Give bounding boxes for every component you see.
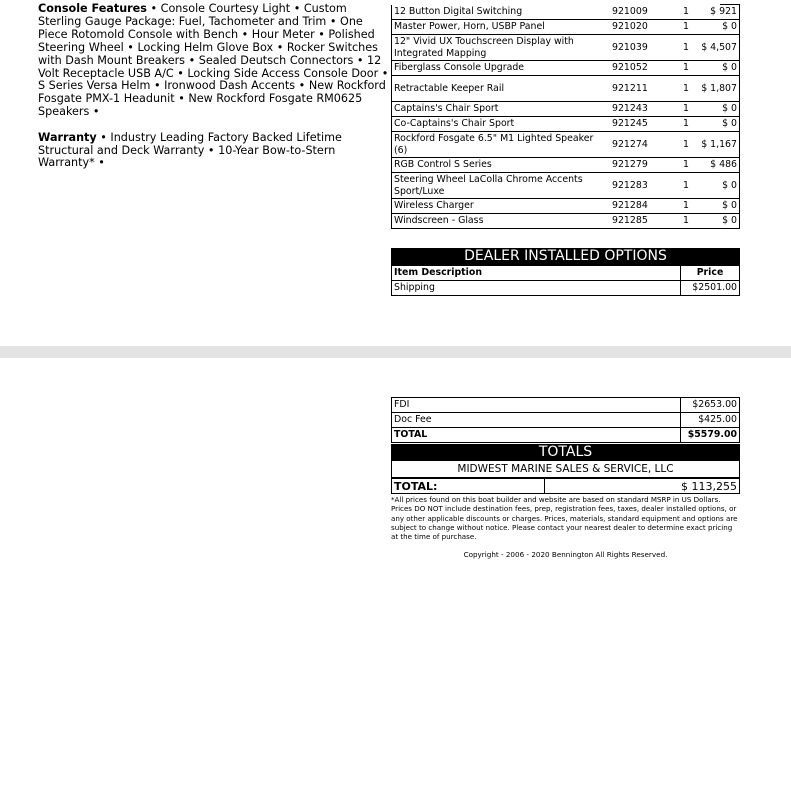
dealer-options-header-row bbox=[392, 266, 740, 281]
fdi-price: $2653.00 bbox=[681, 398, 740, 413]
option-code: 921245 bbox=[610, 117, 674, 132]
option-description: Windscreen - Glass bbox=[392, 214, 611, 229]
option-price: $ 486 bbox=[698, 158, 740, 173]
option-description: Fiberglass Console Upgrade bbox=[392, 61, 611, 76]
option-price: $ 0 bbox=[698, 20, 740, 35]
shipping-price: $2501.00 bbox=[681, 281, 740, 296]
table-row bbox=[392, 158, 740, 173]
option-code: 921285 bbox=[610, 214, 674, 229]
option-qty: 1 bbox=[674, 5, 698, 20]
copyright: Copyright - 2006 - 2020 Bennington All Rights Reserved. bbox=[463, 550, 668, 559]
dealer-name: MIDWEST MARINE SALES & SERVICE, LLC bbox=[391, 461, 740, 478]
option-price: $ 921 bbox=[698, 5, 740, 20]
option-qty: 1 bbox=[674, 20, 698, 35]
shipping-label: Shipping bbox=[392, 281, 681, 296]
table-row bbox=[392, 281, 740, 296]
table-row bbox=[392, 76, 740, 102]
dealer-total-row bbox=[392, 428, 740, 443]
option-price: $ 0 bbox=[698, 199, 740, 214]
grand-total-value: $ 113,255 bbox=[545, 479, 740, 494]
dealer-options-header: DEALER INSTALLED OPTIONS bbox=[391, 248, 740, 265]
doc-fee-price: $425.00 bbox=[681, 413, 740, 428]
console-features bbox=[38, 3, 390, 119]
option-description: Rockford Fosgate 6.5" M1 Lighted Speaker (6) bbox=[392, 132, 611, 158]
option-description: Master Power, Horn, USBP Panel bbox=[392, 20, 611, 35]
option-qty: 1 bbox=[674, 173, 698, 199]
option-code: 921283 bbox=[610, 173, 674, 199]
option-description: RGB Control S Series bbox=[392, 158, 611, 173]
dealer-options-table bbox=[391, 265, 740, 296]
totals-header: TOTALS bbox=[391, 444, 740, 461]
warranty bbox=[38, 132, 390, 171]
option-code: 921052 bbox=[610, 61, 674, 76]
disclaimer: *All prices found on this boat builder and website are based on standard MSRP in US Dollars. Prices DO NOT include destination fees, prep, registration fees, taxes, dealer installed options, or any other applicable discounts or charges. Prices, materials, standard equipment and options are subject to change without notice. Please contact your nearest dealer to determine exact pricing at the time of purchase. bbox=[391, 495, 738, 542]
page-break bbox=[0, 346, 791, 358]
option-code: 921243 bbox=[610, 102, 674, 117]
option-price: $ 1,167 bbox=[698, 132, 740, 158]
table-row bbox=[392, 398, 740, 413]
option-qty: 1 bbox=[674, 117, 698, 132]
option-qty: 1 bbox=[674, 102, 698, 117]
table-row bbox=[392, 35, 740, 61]
option-price: $ 0 bbox=[698, 102, 740, 117]
option-qty: 1 bbox=[674, 61, 698, 76]
fdi-label: FDI bbox=[392, 398, 681, 413]
dealer-fees-table bbox=[391, 397, 740, 443]
table-row bbox=[392, 173, 740, 199]
grand-total-table bbox=[391, 478, 740, 494]
option-description: Wireless Charger bbox=[392, 199, 611, 214]
option-description: Co-Captains's Chair Sport bbox=[392, 117, 611, 132]
console-features-text: • Console Courtesy Light • Custom Sterling Gauge Package: Fuel, Tachometer and Trim • One Piece Rotomold Console with Bench • Hour Meter • Polished Steering Wheel • Locking Helm Glove Box • Rocker Switches with Dash Mount Breakers • Sealed Deutsch Connectors • 12 Volt Receptacle USB A/C • Locking Side Access Console Door • S Series Versa Helm • Ironwood Dash Accents • New Rockford Fosgate PMX-1 Headunit • New Rockford Fosgate RM0625 Speakers • bbox=[38, 2, 389, 119]
option-code: 921020 bbox=[610, 20, 674, 35]
table-row bbox=[392, 117, 740, 132]
grand-total-label: TOTAL: bbox=[392, 479, 545, 494]
table-row bbox=[392, 413, 740, 428]
option-code: 921009 bbox=[610, 5, 674, 20]
option-qty: 1 bbox=[674, 214, 698, 229]
col-price: Price bbox=[681, 266, 740, 281]
dealer-total-label: TOTAL bbox=[392, 428, 681, 443]
option-code: 921039 bbox=[610, 35, 674, 61]
option-qty: 1 bbox=[674, 132, 698, 158]
option-price: $ 0 bbox=[698, 173, 740, 199]
table-row bbox=[392, 20, 740, 35]
option-code: 921274 bbox=[610, 132, 674, 158]
option-description: 12 Button Digital Switching bbox=[392, 5, 611, 20]
grand-total-row bbox=[392, 479, 740, 494]
option-price: $ 0 bbox=[698, 61, 740, 76]
features-column bbox=[38, 3, 390, 183]
table-row bbox=[392, 61, 740, 76]
option-code: 921211 bbox=[610, 76, 674, 102]
option-qty: 1 bbox=[674, 199, 698, 214]
option-description: Captains's Chair Sport bbox=[392, 102, 611, 117]
option-qty: 1 bbox=[674, 158, 698, 173]
table-row bbox=[392, 132, 740, 158]
doc-fee-label: Doc Fee bbox=[392, 413, 681, 428]
table-row bbox=[392, 214, 740, 229]
option-code: 921284 bbox=[610, 199, 674, 214]
option-price: $ 0 bbox=[698, 214, 740, 229]
warranty-title: Warranty bbox=[38, 130, 97, 144]
option-description: Steering Wheel LaColla Chrome Accents Sport/Luxe bbox=[392, 173, 611, 199]
table-row bbox=[392, 199, 740, 214]
options-table bbox=[391, 5, 740, 229]
dealer-total-price: $5579.00 bbox=[681, 428, 740, 443]
option-qty: 1 bbox=[674, 76, 698, 102]
option-price: $ 0 bbox=[698, 117, 740, 132]
option-price: $ 4,507 bbox=[698, 35, 740, 61]
option-price: $ 1,807 bbox=[698, 76, 740, 102]
warranty-text: • Industry Leading Factory Backed Lifetime Structural and Deck Warranty • 10-Year Bow-to-Stern Warranty* • bbox=[38, 130, 342, 170]
col-item-description: Item Description bbox=[392, 266, 681, 281]
console-features-title: Console Features bbox=[38, 2, 147, 15]
option-qty: 1 bbox=[674, 35, 698, 61]
option-description: Retractable Keeper Rail bbox=[392, 76, 611, 102]
table-row bbox=[392, 102, 740, 117]
table-row bbox=[392, 5, 740, 20]
option-description: 12" Vivid UX Touchscreen Display with Integrated Mapping bbox=[392, 35, 611, 61]
option-code: 921279 bbox=[610, 158, 674, 173]
